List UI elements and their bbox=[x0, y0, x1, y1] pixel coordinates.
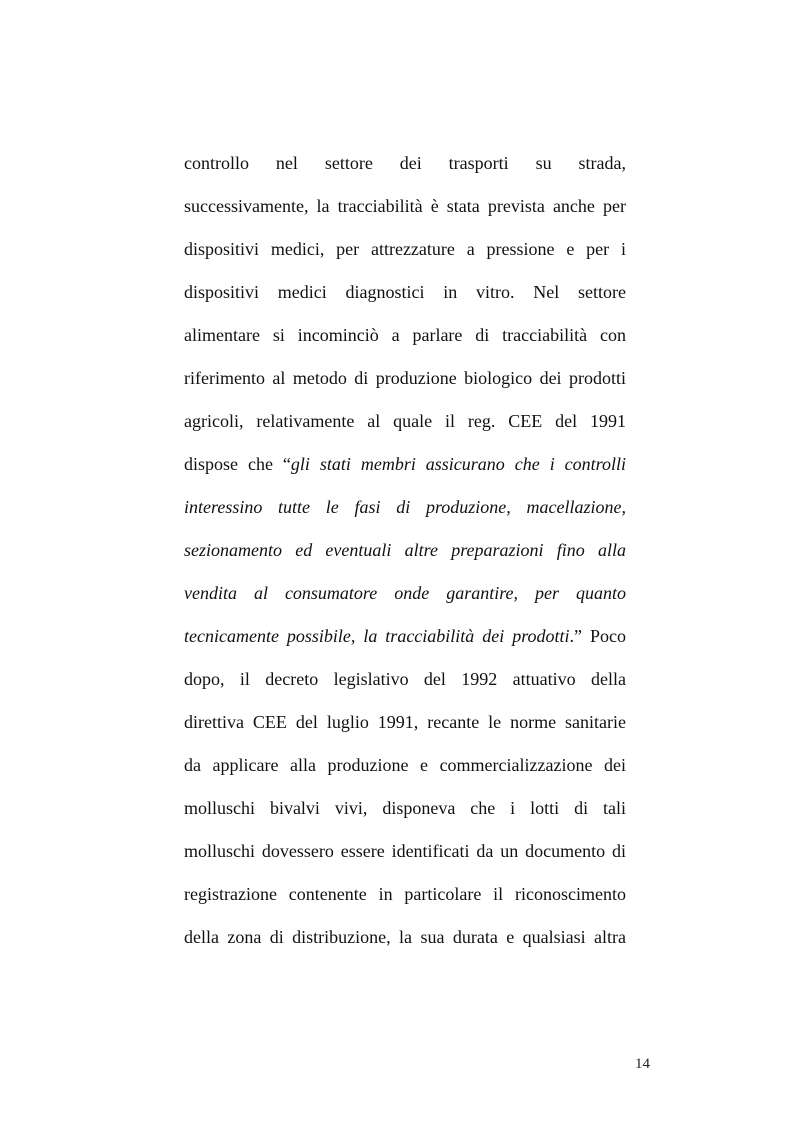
text-span: alimentare si incominciò a parlare di tracciabilità con bbox=[184, 325, 626, 345]
text-line bbox=[184, 707, 626, 750]
page-number: 14 bbox=[635, 1056, 650, 1072]
text-line bbox=[184, 535, 626, 578]
text-span: interessino tutte le fasi di produzione, macellazione, bbox=[184, 497, 626, 517]
text-line bbox=[184, 750, 626, 793]
text-line bbox=[184, 578, 626, 621]
text-line bbox=[184, 492, 626, 535]
text-span: dopo, il decreto legislativo del 1992 attuativo della bbox=[184, 669, 626, 689]
text-line bbox=[184, 191, 626, 234]
text-line bbox=[184, 277, 626, 320]
text-span: della zona di distribuzione, la sua durata e qualsiasi altra bbox=[184, 927, 626, 947]
body-text bbox=[184, 148, 626, 965]
text-span: molluschi bivalvi vivi, disponeva che i lotti di tali bbox=[184, 798, 626, 818]
text-span: vendita al consumatore onde garantire, per quanto bbox=[184, 583, 626, 603]
text-span: molluschi dovessero essere identificati da un documento di bbox=[184, 841, 626, 861]
text-span: sezionamento ed eventuali altre preparazioni fino alla bbox=[184, 540, 626, 560]
text-span: successivamente, la tracciabilità è stata prevista anche per bbox=[184, 196, 626, 216]
text-span: direttiva CEE del luglio 1991, recante le norme sanitarie bbox=[184, 712, 626, 732]
text-span: dispositivi medici diagnostici in vitro. Nel settore bbox=[184, 282, 626, 302]
text-line bbox=[184, 621, 626, 664]
text-span: dispose che “ bbox=[184, 454, 291, 474]
text-line bbox=[184, 922, 626, 965]
text-span: da applicare alla produzione e commercializzazione dei bbox=[184, 755, 626, 775]
text-line bbox=[184, 793, 626, 836]
text-span: gli stati membri assicurano che i controlli bbox=[290, 454, 627, 474]
text-span: controllo nel settore dei trasporti su strada, bbox=[184, 153, 626, 173]
text-line bbox=[184, 363, 626, 406]
text-line bbox=[184, 234, 626, 277]
text-span: agricoli, relativamente al quale il reg. CEE del 1991 bbox=[184, 411, 626, 431]
text-span: tecnicamente possibile, la tracciabilità dei prodotti bbox=[184, 626, 570, 646]
text-span: .” Poco bbox=[569, 626, 626, 646]
text-span: riferimento al metodo di produzione biologico dei prodotti bbox=[184, 368, 626, 388]
text-line bbox=[184, 320, 626, 363]
text-line bbox=[184, 879, 626, 922]
text-line bbox=[184, 406, 626, 449]
text-line bbox=[184, 664, 626, 707]
text-line bbox=[184, 449, 626, 492]
text-line bbox=[184, 148, 626, 191]
text-span: dispositivi medici, per attrezzature a pressione e per i bbox=[184, 239, 626, 259]
text-span: registrazione contenente in particolare il riconoscimento bbox=[184, 884, 626, 904]
text-line bbox=[184, 836, 626, 879]
